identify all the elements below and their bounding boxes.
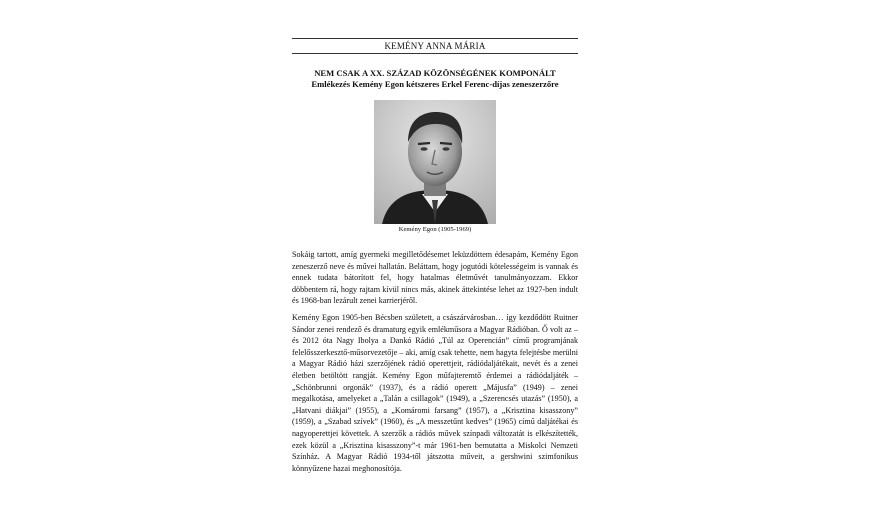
article-page [292, 38, 578, 474]
portrait-figure [374, 100, 496, 233]
body-paragraph-1: Sokáig tartott, amíg gyermeki megilletődésemet leküzdöttem édesapám, Kemény Egon zeneszerző neve és művei hallatán. Beláttam, hogy jogutódi kötelességeim is vannak és ennek tudata bátorított fel, hogy hatalmas életművét tanulmányozzam. Ekkor döbbentem rá, hogy rajtam kívül nincs más, akinek áttekintése lehet az 1927-ben indult és 1968-ban lezárult zenei karrierjéről. [292, 250, 578, 306]
portrait-photo [374, 100, 496, 224]
article-subtitle: Emlékezés Kemény Egon kétszeres Erkel Ferenc-díjas zeneszerzőre [311, 79, 559, 89]
header-top-rule [292, 38, 578, 39]
portrait-caption: Kemény Egon (1905-1969) [398, 226, 472, 233]
article-title: NEM CSAK A XX. SZÁZAD KÖZÖNSÉGÉNEK KOMPONÁLT [314, 68, 556, 78]
author-name: KEMÉNY ANNA MÁRIA [384, 41, 486, 51]
body-paragraph-2: Kemény Egon 1905-ben Bécsben született, a császárvárosban… így kezdődött Ruitner Sándor zenei rendező és dramaturg egyik emlékműsora a Magyar Rádióban. Ő volt az – és 2012 óta Nagy Ibolya a Dankó Rádió „Túl az Operencián” című programjának felelősszerkesztő-műsorvezetője – aki, amíg csak tehette, nem hagyta felejtésbe merülni a Magyar Rádió házi szerzőjének rádió operettjeit, rádiódaljátékait, nevét és a zenei életben betöltött rangját. Kemény Egon műfajteremtő érdemei a rádiódaljáték – „Schönbrunni orgonák” (1937), és a rádió operett „Májusfa” (1949) – zenei megalkotása, amelyeket a „Talán a csillagok” (1949), a „Szerencsés utazás” (1950), a „Hatvani diákjai” (1955), a „Komáromi farsang” (1957), a „Krisztina kisasszony” (1959), a „Szabad szívek” (1960), és „A messzetűnt kedves” (1965) című daljátékai és nagyoperettjei követtek. A szerzők a rádiós művek színpadi változatát is elkészítették, ezek közül a „Krisztina kisasszony”-t már 1961-ben bemutatta a Miskolci Nemzeti Színház. A Magyar Rádió 1934-től játszotta műveit, a gershwini szimfonikus könnyűzene hazai meghonosítója. [292, 312, 578, 473]
header-bottom-rule [292, 53, 578, 54]
article-title-block [292, 68, 578, 90]
